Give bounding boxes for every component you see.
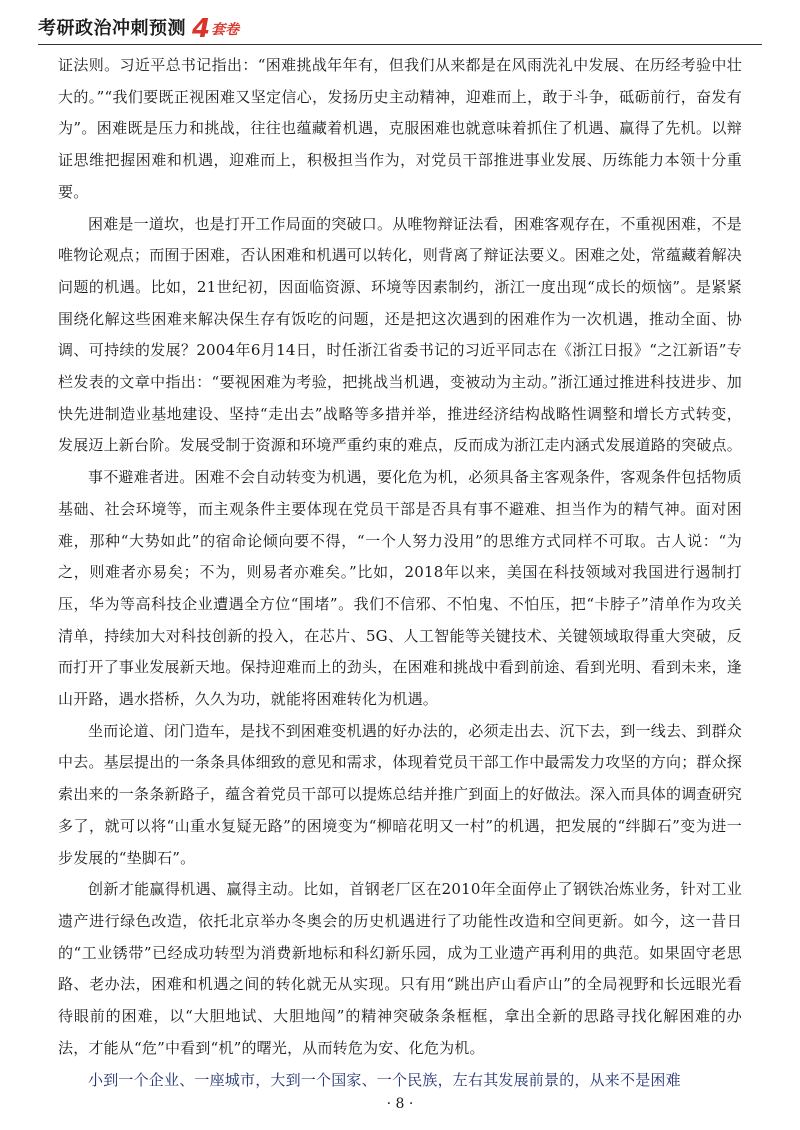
paragraph-go-to-grassroots: 坐而论道、闭门造车，是找不到困难变机遇的好办法的，必须走出去、沉下去，到一线去、到群众中去。基层提出的一条条具体细致的意见和需求，体现着党员干部工作中最需发力攻坚的方向；群众探索出来的一条条新路子，蕴含着党员干部可以提炼总结并推广到面上的好做法。深入而具体的调查研究多了，就可以将“山重水复疑无路”的困境变为“柳暗花明又一村”的机遇，把发展的“绊脚石”变为进一步发展的“垫脚石”。 [58,721,743,867]
document-body [58,50,742,1096]
paragraph-face-difficulty: 事不避难者进。困难不会自动转变为机遇，要化危为机，必须具备主客观条件，客观条件包括物质基础、社会环境等，而主观条件主要体现在党员干部是否具有事不避难、担当作为的精气神。面对困难，那种“大势如此”的宿命论倾向要不得，“一个人努力没用”的思维方式同样不可取。古人说：“为之，则难者亦易矣；不为，则易者亦难矣。”比如，2018年以来，美国在科技领域对我国进行遏制打压，华为等高科技企业遭遇全方位“围堵”。我们不信邪、不怕鬼、不怕压，把“卡脖子”清单作为攻关清单，持续加大对科技创新的投入，在芯片、5G、人工智能等关键技术、关键领域取得重大突破，反而打开了事业发展新天地。保持迎难而上的劲头，在困难和挑战中看到前途、看到光明、看到未来，逢山开路，遇水搭桥，久久为功，就能将困难转化为机遇。 [58,468,743,709]
header-badge-text: 套卷 [211,22,240,38]
page-number: · 8 · [386,1096,414,1112]
paragraph-difficulty-breakthrough: 困难是一道坎，也是打开工作局面的突破口。从唯物辩证法看，困难客观存在，不重视困难，不是唯物论观点；而囿于困难，否认困难和机遇可以转化，则背离了辩证法要义。困难之处，常蕴藏着解决问题的机遇。比如，21世纪初，因面临资源、环境等因素制约，浙江一度出现“成长的烦恼”。是紧紧围绕化解这些困难来解决保生存有饭吃的问题，还是把这次遇到的困难作为一次机遇，推动全面、协调、可持续的发展？2004年6月14日，时任浙江省委书记的习近平同志在《浙江日报》“之江新语”专栏发表的文章中指出：“要视困难为考验，把挑战当机遇，变被动为主动。”浙江通过推进科技进步、加快先进制造业基地建设、坚持“走出去”战略等多措并举，推进经济结构战略性调整和增长方式转变，发展迈上新台阶。发展受制于资源和环境严重约束的难点，反而成为浙江走内涵式发展道路的突破点。 [58,214,743,455]
page-header [38,10,762,45]
header-badge-number: 4 [192,14,211,44]
paragraph-innovation: 创新才能赢得机遇、赢得主动。比如，首钢老厂区在2010年全面停止了钢铁冶炼业务，针对工业遗产进行绿色改造，依托北京举办冬奥会的历史机遇进行了功能性改造和空间更新。如今，这一昔日的“工业锈带”已经成功转型为消费新地标和科幻新乐园，成为工业遗产再利用的典范。如果固守老思路、老办法，困难和机遇之间的转化就无从实现。只有用“跳出庐山看庐山”的全局视野和长远眼光看待眼前的困难，以“大胆地试、大胆地闯”的精神突破条条框框，拿出全新的思路寻找化解困难的办法，才能从“危”中看到“机”的曙光，从而转危为安、化危为机。 [58,880,742,1057]
header-badge [192,16,239,44]
paragraph-continuation: 证法则。习近平总书记指出：“困难挑战年年有，但我们从来都是在风雨洗礼中发展、在历经考验中壮大的。”“我们要既正视困难又坚定信心，发扬历史主动精神，迎难而上，敢于斗争，砥砺前行，奋发有为”。困难既是压力和挑战，往往也蕴藏着机遇，克服困难也就意味着抓住了机遇、赢得了先机。以辩证思维把握困难和机遇，迎难而上，积极担当作为，对党员干部推进事业发展、历练能力本领十分重要。 [58,56,742,201]
paragraph-closing: 小到一个企业、一座城市，大到一个国家、一个民族，左右其发展前景的，从来不是困难 [88,1070,681,1089]
header-title: 考研政治冲刺预测 [38,18,186,39]
